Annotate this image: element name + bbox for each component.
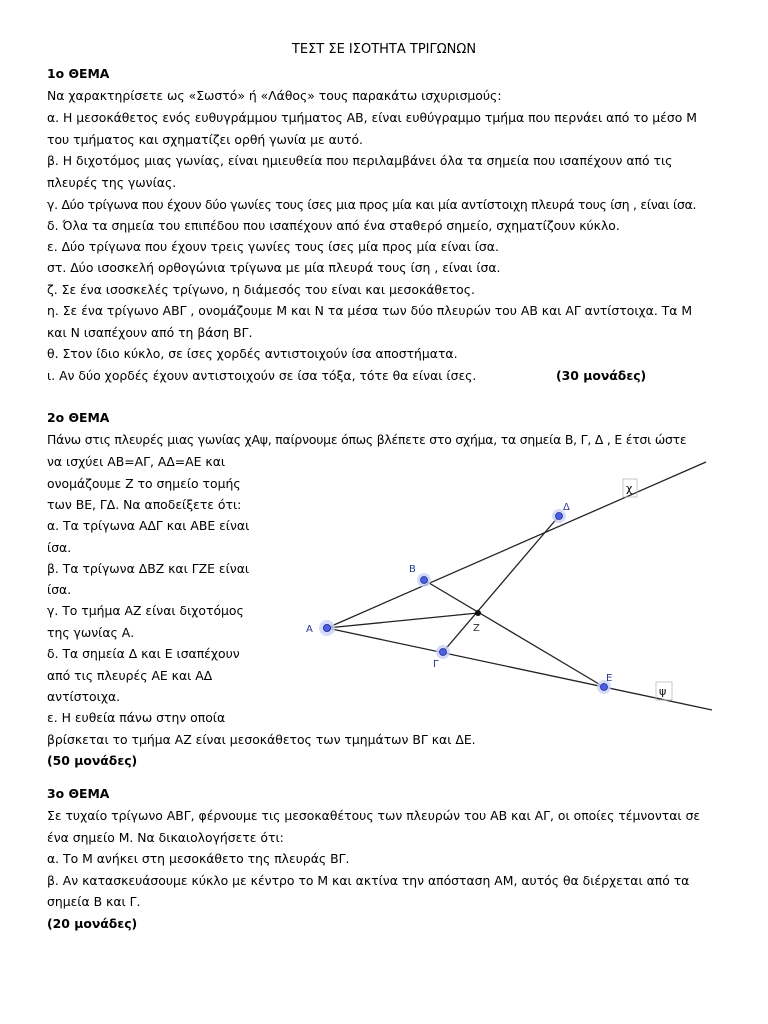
theme1-line: ι. Αν δύο χορδές έχουν αντιστοιχούν σε ίσα τόξα, τότε θα είναι ίσες. (47, 368, 477, 383)
page-title: ΤΕΣΤ ΣΕ ΙΣΟΤΗΤΑ ΤΡΙΓΩΝΩΝ (291, 42, 477, 57)
label-g: Γ (433, 659, 439, 670)
ray-apsi (327, 628, 712, 710)
label-a: Α (306, 624, 313, 635)
theme2-points: (50 μονάδες) (47, 753, 138, 768)
theme2-line: ε. Η ευθεία πάνω στην οποία (47, 710, 226, 725)
label-e: Ε (606, 673, 613, 684)
theme1-line: του τμήματος και σχηματίζει ορθή γωνία με αυτό. (47, 132, 363, 147)
theme1-intro: Να χαρακτηρίσετε ως «Σωστό» ή «Λάθος» τους παρακάτω ισχυρισμούς: (47, 88, 502, 103)
point-g (436, 645, 450, 659)
segment-gd (443, 516, 559, 652)
theme3-line: ένα σημείο Μ. Να δικαιολογήσετε ότι: (47, 830, 284, 845)
label-d: Δ (563, 502, 570, 513)
theme1-line: δ. Όλα τα σημεία του επιπέδου που ισαπέχουν από ένα σταθερό σημείο, σχηματίζουν κύκλο. (47, 218, 620, 233)
theme2-line: Πάνω στις πλευρές μιας γωνίας χΑψ, παίρνουμε όπως βλέπετε στο σχήμα, τα σημεία Β, Γ, Δ , Ε έτσι ώστε (47, 432, 687, 447)
theme1-heading: 1ο ΘΕΜΑ (47, 66, 110, 81)
theme3-line: Σε τυχαίο τρίγωνο ΑΒΓ, φέρνουμε τις μεσοκαθέτους των πλευρών του ΑΒ και ΑΓ, οι οποίες τέμνονται σε (47, 808, 701, 823)
theme1-line: β. Η διχοτόμος μιας γωνίας, είναι ημιευθεία που περιλαμβάνει όλα τα σημεία που ισαπέχουν από τις (47, 153, 673, 168)
theme3-line: α. Το Μ ανήκει στη μεσοκάθετο της πλευράς ΒΓ. (47, 851, 350, 866)
theme1-line: θ. Στον ίδιο κύκλο, σε ίσες χορδές αντιστοιχούν ίσα αποστήματα. (47, 346, 458, 361)
point-a (319, 620, 335, 636)
theme2-line: δ. Τα σημεία Δ και Ε ισαπέχουν (47, 646, 240, 661)
theme2-line: ίσα. (47, 582, 72, 597)
label-ray-x: χ (626, 482, 633, 495)
theme1-line: η. Σε ένα τρίγωνο ΑΒΓ , ονομάζουμε Μ και Ν τα μέσα των δύο πλευρών του ΑΒ και ΑΓ αντίστοιχα. Τα Μ (47, 303, 693, 318)
theme1-line: ε. Δύο τρίγωνα που έχουν τρεις γωνίες τους ίσες μία προς μία είναι ίσα. (47, 239, 499, 254)
label-b: Β (409, 564, 416, 575)
theme1-line: ζ. Σε ένα ισοσκελές τρίγωνο, η διάμεσός του είναι και μεσοκάθετος. (47, 282, 475, 297)
theme1-line: γ. Δύο τρίγωνα που έχουν δύο γωνίες τους ίσες μια προς μία και μία αντίστοιχη πλευρά τους ίση , είναι ίσα. (47, 197, 697, 212)
theme2-heading: 2ο ΘΕΜΑ (47, 410, 110, 425)
theme1-line: και Ν ισαπέχουν από τη βάση ΒΓ. (47, 325, 253, 340)
segment-be (424, 580, 604, 687)
theme2-line: των ΒΕ, ΓΔ. Να αποδείξετε ότι: (47, 497, 242, 512)
theme2-line: ονομάζουμε Ζ το σημείο τομής (47, 476, 241, 491)
theme2-line: αντίστοιχα. (47, 689, 121, 704)
segment-az (327, 613, 478, 628)
point-b (417, 573, 431, 587)
theme3-line: σημεία Β και Γ. (47, 894, 141, 909)
label-z: Ζ (473, 623, 480, 634)
label-ray-psi: ψ (659, 685, 667, 698)
theme2-line: α. Τα τρίγωνα ΑΔΓ και ΑΒΕ είναι (47, 518, 250, 533)
theme2-line: από τις πλευρές ΑΕ και ΑΔ (47, 668, 213, 683)
theme2-line: βρίσκεται το τμήμα ΑΖ είναι μεσοκάθετος των τμημάτων ΒΓ και ΔΕ. (47, 732, 476, 747)
theme2-line: ίσα. (47, 540, 72, 555)
theme1-line: α. Η μεσοκάθετος ενός ευθυγράμμου τμήματος ΑΒ, είναι ευθύγραμμο τμήμα που περνάει από το μέσο Μ (47, 110, 697, 125)
theme1-line: πλευρές της γωνίας. (47, 175, 177, 190)
theme2-line: της γωνίας Α. (47, 625, 135, 640)
theme2-line: γ. Το τμήμα ΑΖ είναι διχοτόμος (47, 603, 244, 618)
theme3-points: (20 μονάδες) (47, 916, 138, 931)
theme1-points: (30 μονάδες) (556, 368, 647, 383)
theme1-line: στ. Δύο ισοσκελή ορθογώνια τρίγωνα με μία πλευρά τους ίση , είναι ίσα. (47, 260, 501, 275)
point-z (475, 610, 481, 616)
theme3-heading: 3ο ΘΕΜΑ (47, 786, 110, 801)
theme2-line: β. Τα τρίγωνα ΔΒΖ και ΓΖΕ είναι (47, 561, 250, 576)
theme3-line: β. Αν κατασκευάσουμε κύκλο με κέντρο το Μ και ακτίνα την απόσταση ΑΜ, αυτός θα διέρχεται από τα (47, 873, 690, 888)
ray-ax (327, 462, 706, 628)
theme2-line: να ισχύει ΑΒ=ΑΓ, ΑΔ=ΑΕ και (47, 454, 226, 469)
